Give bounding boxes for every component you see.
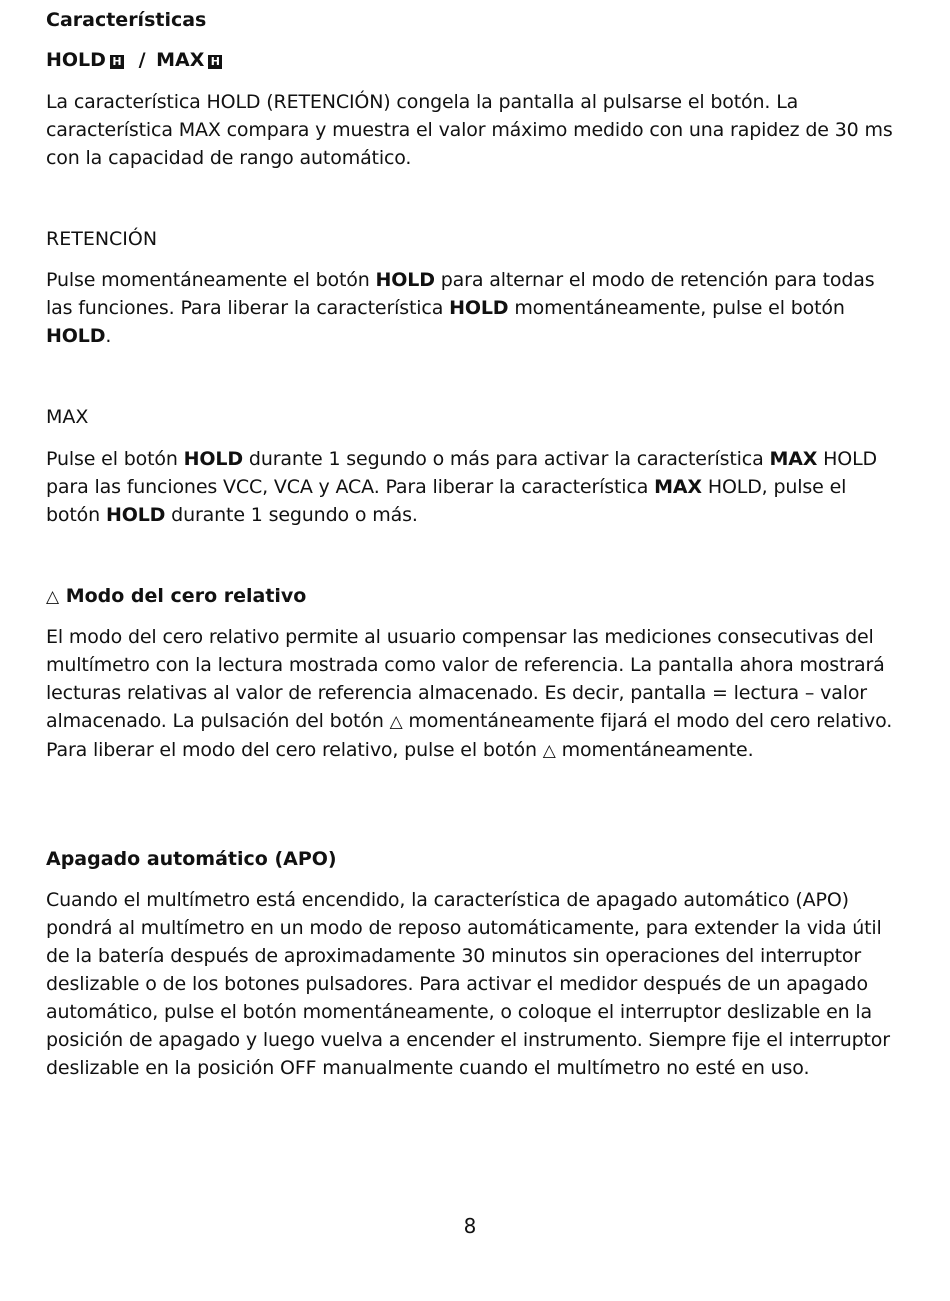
max-label: MAX — [156, 49, 205, 71]
delta-icon: △ — [46, 587, 60, 607]
retencion-heading: RETENCIÓN — [46, 228, 158, 250]
apo-heading: Apagado automático (APO) — [46, 848, 337, 870]
section-heading: Características — [46, 9, 207, 31]
separator: / — [138, 49, 146, 71]
relativo-heading: △ Modo del cero relativo — [46, 585, 307, 607]
hold-max-heading — [46, 48, 906, 72]
intro-paragraph: La característica HOLD (RETENCIÓN) congela la pantalla al pulsarse el botón. La característica MAX compara y muestra el valor máximo medido con una rapidez de 30 ms con la capacidad de rango automático. — [46, 91, 893, 169]
max-paragraph: Pulse el botón HOLD durante 1 segundo o más para activar la característica MAX HOLD para las funciones VCC, VCA y ACA. Para liberar la característica MAX HOLD, pulse el botón HOLD durante 1 segundo o más. — [46, 448, 878, 526]
delta-icon: △ — [389, 712, 403, 732]
max-heading: MAX — [46, 406, 89, 428]
retencion-paragraph: Pulse momentáneamente el botón HOLD para alternar el modo de retención para todas las funciones. Para liberar la característica HOLD momentáneamente, pulse el botón HOLD. — [46, 269, 875, 347]
hold-badge-icon: H — [110, 55, 124, 69]
relativo-paragraph: El modo del cero relativo permite al usuario compensar las mediciones consecutivas del multímetro con la lectura mostrada como valor de referencia. La pantalla ahora mostrará lecturas relativas al valor de referencia almacenado. Es decir, pantalla = lectura – valor almacenado. La pulsación del botón △ momentáneamente fijará el modo del cero relativo. Para liberar el modo del cero relativo, pulse el botón △ momentáneamente. — [46, 626, 893, 761]
page-number: 8 — [463, 1214, 477, 1238]
delta-icon: △ — [542, 741, 556, 761]
hold-label: HOLD — [46, 49, 106, 71]
max-badge-icon: H — [208, 55, 222, 69]
apo-paragraph: Cuando el multímetro está encendido, la característica de apagado automático (APO) pondrá al multímetro en un modo de reposo automáticamente, para extender la vida útil de la batería después de aproximadamente 30 minutos sin operaciones del interruptor deslizable o de los botones pulsadores. Para activar el medidor después de un apagado automático, pulse el botón momentáneamente, o coloque el interruptor deslizable en la posición de apagado y luego vuelva a encender el instrumento. Siempre fije el interruptor deslizable en la posición OFF manualmente cuando el multímetro no esté en uso. — [46, 889, 890, 1079]
